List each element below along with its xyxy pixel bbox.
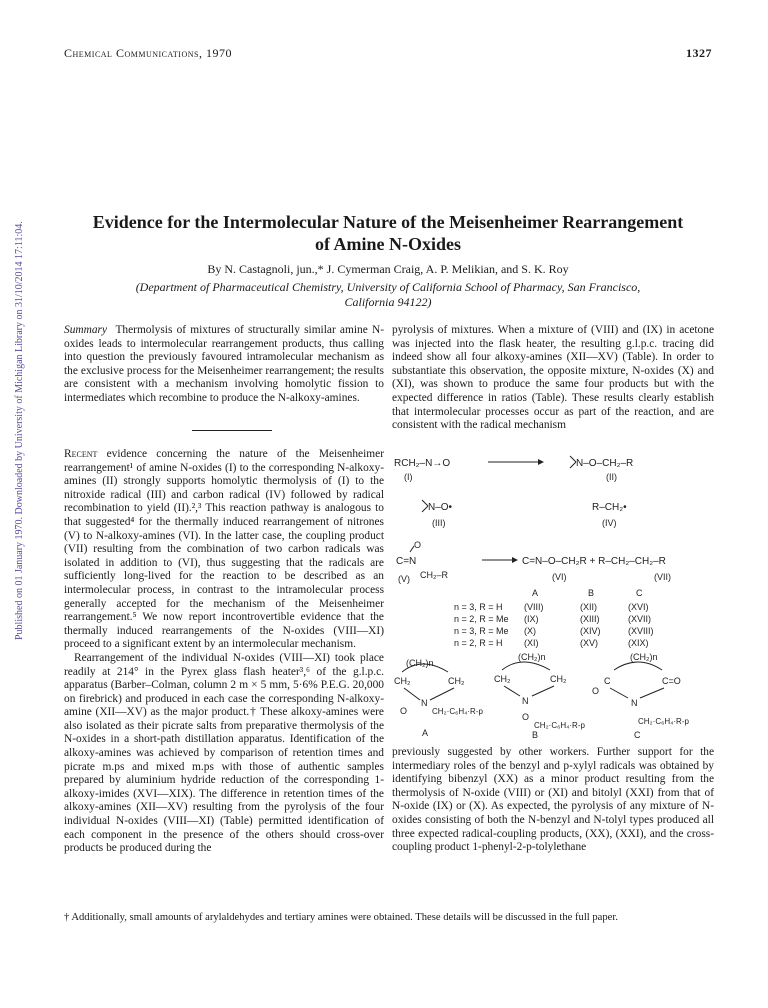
table-b: (XIV): [580, 626, 601, 636]
footnote: † Additionally, small amounts of arylaldehydes and tertiary amines were obtained. These details will be discussed in the full paper.: [64, 912, 618, 923]
paragraph-1: [64, 448, 384, 652]
table-a: (IX): [524, 614, 539, 624]
table-row: [454, 626, 654, 636]
title-line-2: of Amine N-Oxides: [315, 234, 461, 254]
table-b: (XII): [580, 602, 597, 612]
structure-c-ring: (CH₂)n: [630, 652, 658, 662]
table-cond: n = 2, R = H: [454, 638, 503, 648]
label-VI: (VI): [552, 572, 567, 582]
label-V: (V): [398, 574, 410, 584]
structure-b-ch2-right: CH₂: [550, 674, 567, 684]
structure-b-ch2-left: CH₂: [494, 674, 511, 684]
table-cond: n = 2, R = Me: [454, 614, 509, 624]
table-a: (VIII): [524, 602, 544, 612]
structure-a-ch2-right: CH₂: [448, 676, 465, 686]
right-column-bottom: previously suggested by other workers. Further support for the intermediary roles of the benzyl and p-xylyl radicals was obtained by identifying bibenzyl (XX) as a minor product resulting from the thermolysis of N-oxide (VIII) or (XI) and bitolyl (XXI) from that of N-oxide (IX) or (X). As expected, the pyrolysis of any mixture of N-oxides consisting of both the N-benzyl and N-tolyl types produced all three expected radical-coupling products, (XX), (XXI), and the cross-coupling product 1-phenyl-2-p-tolylethane: [392, 746, 714, 854]
structure-a-o: O: [400, 706, 408, 716]
structure-c-label: C: [634, 730, 641, 740]
table-head-a: A: [532, 588, 539, 598]
reaction-scheme: [392, 444, 714, 740]
compound-IV: R–CH₂•: [592, 502, 627, 513]
structure-c-c: C: [604, 676, 611, 686]
compound-II: N–O–CH₂–R: [576, 458, 634, 469]
structure-a-bond-l: [404, 688, 420, 700]
label-IV: (IV): [602, 518, 617, 528]
structure-c-bond-l: [610, 688, 628, 698]
running-header: [64, 46, 712, 62]
right-column-top: pyrolysis of mixtures. When a mixture of (VIII) and (IX) in acetone was injected into the flask heater, the resulting g.l.p.c. tracing did indeed show all four alkoxy-amines (XII—XV) (Table). In order to substantiate this observation, the opposite mixture, N-oxides (X) and (XI), was shown to produce the same four products but with the expected difference in ratios (Table). These results clearly establish that intermolecular processes occur as part of the reaction, and are consistent with the radical mechanism: [392, 324, 714, 432]
summary-text: Thermolysis of mixtures of structurally similar amine N-oxides leads to intermolecular rearrangement products, thus calling into question the previously favoured intramolecular mechanism as the exclusive process for the Meisenheimer rearrangement; the results are consistent with a mechanism involving homolytic fission to intermediates which recombine to produce the N-alkoxy-amines.: [64, 324, 384, 404]
structure-b-ring: (CH₂)n: [518, 652, 546, 662]
structure-c-n: N: [631, 698, 638, 708]
structure-c-sub: CH₂·C₆H₄·R-p: [638, 717, 689, 726]
table-c: (XVIII): [628, 626, 654, 636]
paragraph-2: Rearrangement of the individual N-oxides (VIII—XI) took place readily at 214° in the Pyrex glass flash heater³,⁶ of the g.l.p.c. apparatus (Barber–Colman, column 2 m × 5 mm, 5·6% P.E.G. 20,000 on firebrick) and produced in each case the corresponding N-alkoxy-amine (XII—XV) as the major product.† These alkoxy-amines were also isolated as their picrate salts from preparative thermolysis of the N-oxides in a short-path distillation apparatus. Identification of the alkoxy-amines was achieved by comparison of retention times and picrate m.ps and mixed m.ps with those of authentic samples prepared by aluminium hydride reduction of the corresponding 1-alkoxy-imides (XVI—XIX). The difference in retention times of the alkoxy-amines (XII—XV) resulting from the pyrolysis of the four individual N-oxides (VIII—XI) (Table) permitted identification of each component in the presence of the others should cross-over products be produced during the: [64, 651, 384, 855]
table-head-c: C: [636, 588, 643, 598]
journal-name: Chemical Communications, 1970: [64, 46, 232, 60]
compound-V-sub: CH₂–R: [420, 570, 448, 580]
table-b: (XV): [580, 638, 598, 648]
structure-a-bond-r: [430, 688, 454, 700]
arrow-2-head: [512, 557, 518, 563]
structure-b-arc: [502, 662, 550, 670]
download-watermark: [0, 120, 28, 660]
table-cond: n = 3, R = Me: [454, 626, 509, 636]
nitrone-oxygen: O: [414, 540, 422, 550]
structure-b-bond-r: [532, 686, 554, 696]
compound-VI-VII: C=N–O–CH₂R + R–CH₂–CH₂–R: [522, 556, 666, 567]
table-c: (XVI): [628, 602, 649, 612]
label-III: (III): [432, 518, 446, 528]
label-I: (I): [404, 472, 413, 482]
paragraph-1-lead: Recent: [64, 448, 98, 460]
watermark-text: Published on 01 January 1970. Downloaded by University of Michigan Library on 31/10/2014 17:11:04.: [14, 221, 25, 640]
page-number: 1327: [686, 46, 712, 60]
structure-b-bond-l: [504, 686, 520, 696]
compound-III: N–O•: [428, 502, 453, 513]
structure-a-ch2-left: CH₂: [394, 676, 411, 686]
table-row: [454, 602, 649, 612]
structure-b-label: B: [532, 730, 539, 740]
affiliation-line-2: California 94122): [344, 295, 432, 309]
table-c: (XIX): [628, 638, 649, 648]
table-head-b: B: [588, 588, 595, 598]
structure-a-sub: CH₂·C₆H₄·R-p: [432, 707, 483, 716]
author-list: By N. Castagnoli, jun.,* J. Cymerman Craig, A. P. Melikian, and S. K. Roy: [207, 262, 569, 276]
structure-a-ring: (CH₂)n: [406, 658, 434, 668]
structure-a: [394, 658, 483, 738]
structure-a-n: N: [421, 698, 428, 708]
table-cond: n = 3, R = H: [454, 602, 503, 612]
affiliation-line-1: (Department of Pharmaceutical Chemistry, University of California School of Pharmacy, San Francisco,: [135, 280, 641, 294]
title-line-1: Evidence for the Intermolecular Nature of the Meisenheimer Rearrangement: [92, 212, 684, 232]
substituent-table: [454, 588, 654, 648]
compound-V-cn: C=N: [396, 556, 417, 567]
label-II: (II): [606, 472, 617, 482]
structure-b-n: N: [522, 696, 529, 706]
compound-I: RCH₂–N→O: [394, 458, 451, 469]
summary-block: [64, 324, 384, 406]
structure-b: [494, 652, 585, 740]
table-b: (XIII): [580, 614, 600, 624]
table-row: [454, 614, 651, 624]
table-c: (XVII): [628, 614, 652, 624]
structure-b-o: O: [522, 712, 530, 722]
summary-label: Summary: [64, 324, 108, 336]
left-column-body: [64, 448, 384, 856]
paragraph-1-text: evidence concerning the nature of the Meisenheimer rearrangement¹ of amine N-oxides (I) to the corresponding N-alkoxy-amines (II) strongly supports homolytic thermolysis of (I) to the nitroxide radical (III) and carbon radical (IV) followed by radical recombination to yield (II).²,³ This reaction pathway is analogous to that suggested⁴ for the thermally induced rearrangement of nitrones (V) to N-alkoxy-amines (VI). In the latter case, the coupling product (VII) resulting from the combination of two carbon radicals was isolated in addition to (VI), thus suggesting that the radicals are sufficiently long-lived for the reaction to be described as an intermolecular process, in contrast to the intramolecular process generally accepted for the mechanism of the Meisenheimer rearrangement.⁵ We now report incontrovertible evidence that the thermally induced rearrangements of the N-oxides (VIII—XI) proceed to a significant extent by an intermolecular mechanism.: [64, 448, 384, 651]
structure-c-co: C=O: [662, 676, 681, 686]
structure-c-o: O: [592, 686, 600, 696]
table-a: (X): [524, 626, 536, 636]
structure-c: [592, 652, 689, 740]
arrow-1-head: [538, 459, 544, 465]
affiliation: [64, 280, 712, 310]
structure-c-arc: [614, 662, 662, 670]
section-divider: [192, 430, 272, 431]
structure-a-label: A: [422, 728, 429, 738]
structure-c-bond-r: [640, 688, 664, 698]
table-row: [454, 638, 649, 648]
structure-b-sub: CH₂·C₆H₄·R-p: [534, 721, 585, 730]
article-title: [64, 211, 712, 255]
label-VII: (VII): [654, 572, 671, 582]
table-a: (XI): [524, 638, 539, 648]
